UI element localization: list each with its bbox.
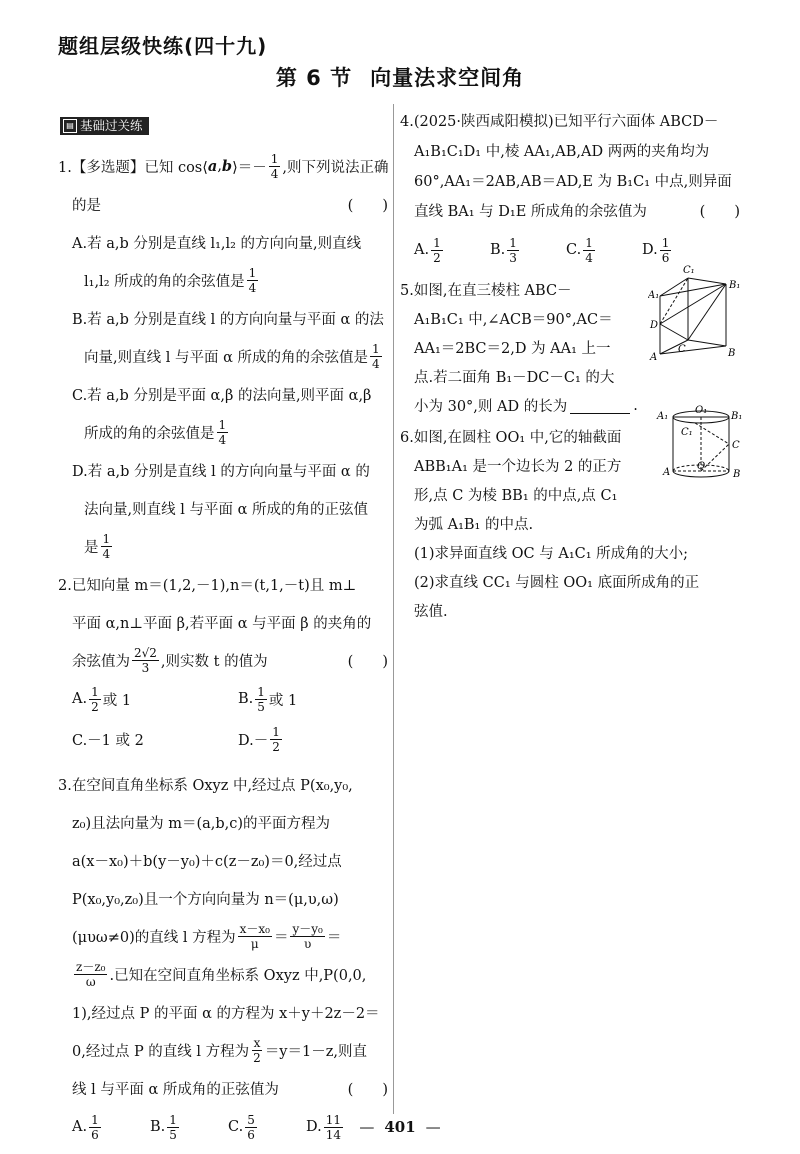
q3-line9: 线 l 与平面 α 所成角的正弦值为 ( ) xyxy=(58,1069,388,1107)
series-title: 题组层级快练(四十九) xyxy=(58,34,268,58)
question-1 xyxy=(58,147,388,565)
q2-options-ab xyxy=(58,679,388,719)
label-b1: B₁ xyxy=(729,280,741,291)
q6-sub2: (2)求直线 CC₁ 与圆柱 OO₁ 底面所成角的正 xyxy=(414,575,700,591)
q5-line2: A₁B₁C₁ 中,∠ACB＝90°,AC＝ xyxy=(414,312,613,328)
answer-paren: ( ) xyxy=(347,1081,388,1098)
column-divider xyxy=(393,104,394,1114)
label-b: B xyxy=(728,348,736,359)
q4-option-a: A. $\frac{1}{2}$ xyxy=(414,235,441,265)
q2-line3: 余弦值为 $\frac{2√2}{3}$ ,则实数 t 的值为 ( ) xyxy=(72,645,388,675)
book-icon: ▤ xyxy=(63,119,77,133)
q1-option-b-cont: 向量,则直线 l 与平面 α 所成的角的余弦值是 $\frac{1}{4}$ xyxy=(84,341,380,371)
section-name: 向量法求空间角 xyxy=(370,66,525,90)
question-4 xyxy=(400,105,740,275)
q1-line1: 1.【多选题】已知 cos⟨ a , b ⟩＝－ $\frac{1}{4}$ ,则下列说法正确 xyxy=(58,151,389,181)
q3-line4: P(x₀,y₀,z₀)且一个方向向量为 n＝(μ,υ,ω) xyxy=(72,891,339,908)
q5-line5: 小为 30°,则 AD 的长为 . xyxy=(414,397,638,415)
q6-line2: ABB₁A₁ 是一个边长为 2 的正方 xyxy=(414,459,622,475)
section-title xyxy=(0,62,800,92)
q3-line2: z₀)且法向量为 m＝(a,b,c)的平面方程为 xyxy=(72,815,331,832)
edge-dc xyxy=(660,324,688,340)
q4-line2: A₁B₁C₁D₁ 中,棱 AA₁,AB,AD 两两的夹角均为 xyxy=(414,143,710,160)
q5-line4: 点.若二面角 B₁－DC－C₁ 的大 xyxy=(414,370,615,386)
answer-paren: ( ) xyxy=(699,203,740,220)
q4-line3: 60°,AA₁＝2AB,AB＝AD,E 为 B₁C₁ 中点,则异面 xyxy=(414,173,732,190)
answer-paren: ( ) xyxy=(347,197,388,214)
page-number: — 401 — xyxy=(359,1118,441,1136)
q1-line2: 的是 ( ) xyxy=(58,185,388,223)
q1-option-d: D.若 a,b 分别是直线 l 的方向向量与平面 α 的 xyxy=(72,463,370,480)
q3-option-c: C. $\frac{5}{6}$ xyxy=(228,1112,255,1142)
q2-options-cd xyxy=(58,719,388,759)
label-o: O xyxy=(697,461,706,472)
q1-option-d-cont: 法向量,则直线 l 与平面 α 所成的角的正弦值 xyxy=(84,501,368,518)
prism-figure xyxy=(648,262,748,370)
q3-line6: $\frac{\text{z－z₀}}{\omega}$ .已知在空间直角坐标系 Oxyz 中,P(0,0, xyxy=(76,959,367,989)
q4-line1: 4.(2025·陕西咸阳模拟)已知平行六面体 ABCD－ xyxy=(400,113,719,130)
section-label: 第 6 节 xyxy=(275,66,353,90)
label-a1: A₁ xyxy=(648,290,660,301)
q1-option-a-cont: l₁,l₂ 所成的角的余弦值是 $\frac{1}{4}$ xyxy=(84,265,257,295)
q1-option-d-cont2: 是 $\frac{1}{4}$ xyxy=(84,531,111,561)
q5-line1: 5.如图,在直三棱柱 ABC－ xyxy=(400,283,572,299)
q1-option-a: A.若 a,b 分别是直线 l₁,l₂ 的方向向量,则直线 xyxy=(72,235,362,252)
q4-option-d: D. $\frac{1}{6}$ xyxy=(642,235,670,265)
q3-line7: 1),经过点 P 的平面 α 的方程为 x＋y＋2z－2＝ xyxy=(72,1005,380,1022)
label-c: C xyxy=(678,344,686,355)
q2-option-c: C.－1 或 2 xyxy=(72,732,144,749)
label-a1: A₁ xyxy=(657,411,669,422)
edge-dc1 xyxy=(660,278,688,324)
label-a: A xyxy=(663,467,671,478)
label-a: A xyxy=(650,352,658,363)
label-c: C xyxy=(732,440,740,451)
question-2 xyxy=(58,565,388,759)
edge-c1b1 xyxy=(688,278,726,284)
label-b1: B₁ xyxy=(731,411,743,422)
q3-option-a: A. $\frac{1}{6}$ xyxy=(72,1112,99,1142)
q3-line3: a(x－x₀)＋b(y－y₀)＋c(z－z₀)＝0,经过点 xyxy=(72,853,342,870)
q2-line2: 平面 α,n⊥平面 β,若平面 α 与平面 β 的夹角的 xyxy=(72,615,372,632)
q1-option-c-cont: 所成的角的余弦值是 $\frac{1}{4}$ xyxy=(84,417,227,447)
cylinder-figure xyxy=(655,405,747,485)
question-3 xyxy=(58,765,388,1147)
label-c1: C₁ xyxy=(681,427,693,438)
q3-option-b: B. $\frac{1}{5}$ xyxy=(150,1112,177,1142)
label-o1: O₁ xyxy=(695,405,708,416)
fraction: $\frac{1}{4}$ xyxy=(270,151,279,181)
edge-cb xyxy=(688,340,726,346)
q4-option-b: B. $\frac{1}{3}$ xyxy=(490,235,517,265)
answer-blank xyxy=(570,397,630,414)
q4-line4: 直线 BA₁ 与 D₁E 所成角的余弦值为 ( ) xyxy=(400,195,740,225)
edge-ab xyxy=(660,346,726,354)
question-5 xyxy=(400,275,650,420)
left-column xyxy=(58,147,388,1147)
q2-line1: 2.已知向量 m＝(1,2,－1),n＝(t,1,－t)且 m⊥ xyxy=(58,577,357,594)
label-b: B xyxy=(733,469,741,480)
q6-sub2-cont: 弦值. xyxy=(414,604,448,620)
segment-c1c xyxy=(695,423,729,444)
q1-option-c: C.若 a,b 分别是平面 α,β 的法向量,则平面 α,β xyxy=(72,387,372,404)
q6-line4: 为弧 A₁B₁ 的中点. xyxy=(414,517,534,533)
q2-option-b: B. $\frac{1}{5}$ 或 1 xyxy=(238,684,298,714)
edge-cb1 xyxy=(688,284,726,340)
section-badge xyxy=(60,117,149,135)
q3-line1: 3.在空间直角坐标系 Oxyz 中,经过点 P(x₀,y₀, xyxy=(58,777,353,794)
q3-option-d: D. $\frac{11}{14}$ xyxy=(306,1112,341,1142)
q4-option-c: C. $\frac{1}{4}$ xyxy=(566,235,593,265)
label-d: D xyxy=(650,320,659,331)
answer-paren: ( ) xyxy=(347,653,388,670)
q6-line1: 6.如图,在圆柱 OO₁ 中,它的轴截面 xyxy=(400,430,622,446)
label-c1: C₁ xyxy=(683,265,695,276)
q6-sub1: (1)求异面直线 OC 与 A₁C₁ 所成角的大小; xyxy=(414,546,689,562)
q6-line3: 形,点 C 为棱 BB₁ 的中点,点 C₁ xyxy=(414,488,618,504)
q1-option-b: B.若 a,b 分别是直线 l 的方向向量与平面 α 的法 xyxy=(72,311,384,328)
q2-option-d: D.－ $\frac{1}{2}$ xyxy=(238,724,280,754)
q5-line3: AA₁＝2BC＝2,D 为 AA₁ 上一 xyxy=(414,341,611,357)
q3-line8: 0,经过点 P 的直线 l 方程为 $\frac{x}{2}$ ＝y＝1－z,则直 xyxy=(72,1035,367,1065)
badge-label: 基础过关练 xyxy=(80,118,143,133)
q2-option-a: A. $\frac{1}{2}$ 或 1 xyxy=(72,684,132,714)
q3-line5: (μυω≠0)的直线 l 方程为 $\frac{\text{x－x₀}}{\mu}$ ＝ $\frac{\text{y－y₀}}{\upsilon}$ ＝ xyxy=(72,921,342,951)
